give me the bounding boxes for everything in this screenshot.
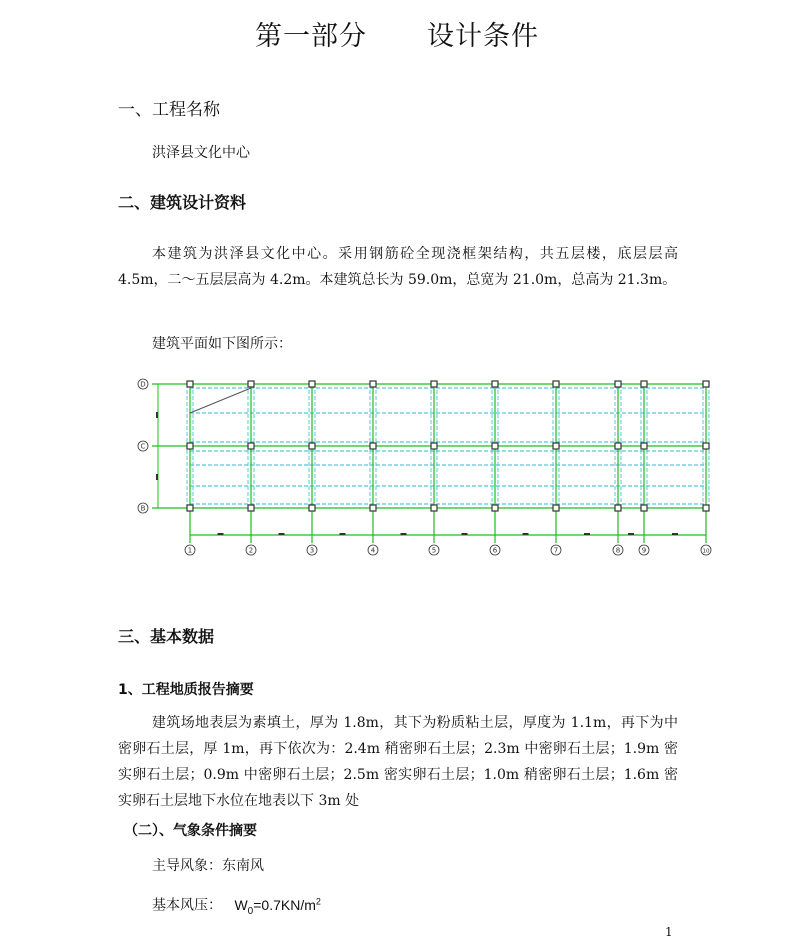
plan-dimension-tick — [628, 533, 634, 535]
plan-column — [703, 381, 709, 387]
geology-paragraph: 建筑场地表层为素填土，厚为 1.8m，其下为粉质粘土层，厚度为 1.1m，再下为中密卵石土层，厚 1m，再下依次为：2.4m 稍密卵石土层；2.3m 中密卵石土层；1.9m 密实卵石土层；0.9m 中密卵石土层；2.5m 密实卵石土层；1.0m 稍密卵石土层；1.6m 密实卵石土层地下水位在地表以下 3m 处 — [118, 715, 678, 809]
title-part2: 设计条件 — [427, 21, 539, 52]
plan-stair-mark — [190, 388, 251, 413]
plan-column — [370, 443, 376, 449]
page-number: 1 — [665, 925, 673, 939]
wind-symbol: W — [234, 896, 248, 913]
plan-column — [370, 505, 376, 511]
plan-column — [492, 505, 498, 511]
plan-column — [553, 443, 559, 449]
plan-column — [187, 443, 193, 449]
climate-heading: （二）、气象条件摘要 — [124, 823, 257, 839]
plan-row-label: D — [140, 380, 146, 389]
plan-column — [492, 443, 498, 449]
wind-direction-value: 东南风 — [222, 858, 264, 874]
plan-col-label: 10 — [702, 548, 710, 555]
plan-row-label: B — [140, 504, 146, 513]
wind-direction-line — [152, 853, 264, 879]
plan-col-label: 9 — [641, 546, 647, 555]
plan-col-label: 1 — [187, 546, 193, 555]
plan-col-label: 3 — [309, 546, 315, 555]
plan-column — [248, 381, 254, 387]
plan-dimension-tick — [672, 533, 678, 535]
plan-column — [641, 505, 647, 511]
plan-caption: 建筑平面如下图所示： — [152, 336, 292, 352]
plan-col-label: 4 — [370, 546, 376, 555]
plan-dimension-tick — [340, 533, 346, 535]
plan-col-label: 7 — [553, 546, 559, 555]
wind-superscript: 2 — [315, 896, 321, 906]
section1-heading: 一、工程名称 — [118, 100, 220, 120]
plan-column — [309, 381, 315, 387]
plan-column — [553, 381, 559, 387]
title-part1: 第一部分 — [255, 21, 367, 52]
plan-grid — [152, 384, 706, 543]
wind-pressure-label: 基本风压： — [152, 897, 222, 914]
wind-subscript: 0 — [247, 905, 254, 917]
floor-plan-drawing — [134, 373, 714, 563]
page-title — [0, 14, 794, 53]
plan-column — [187, 505, 193, 511]
plan-column — [641, 381, 647, 387]
wind-direction-label: 主导风象： — [152, 858, 222, 874]
plan-column — [187, 381, 193, 387]
wind-pressure-line — [152, 888, 321, 924]
plan-dimension-tick — [218, 533, 224, 535]
plan-column — [248, 443, 254, 449]
plan-axis-bubbles — [138, 379, 711, 555]
plan-column — [703, 505, 709, 511]
plan-column — [615, 381, 621, 387]
plan-col-label: 8 — [615, 546, 621, 555]
plan-col-label: 5 — [431, 546, 437, 555]
plan-dimension-tick — [523, 533, 529, 535]
plan-column — [309, 505, 315, 511]
plan-col-label: 2 — [248, 546, 254, 555]
section3-heading: 三、基本数据 — [118, 627, 215, 646]
plan-column — [431, 443, 437, 449]
plan-column — [248, 505, 254, 511]
project-name: 洪泽县文化中心 — [152, 145, 250, 161]
wind-pressure-value — [234, 896, 321, 917]
plan-dimension-tick — [584, 533, 590, 535]
plan-row-label: C — [140, 442, 146, 451]
plan-column — [703, 443, 709, 449]
plan-dimension-tick — [156, 474, 158, 480]
plan-column — [641, 443, 647, 449]
wind-value: =0.7KN/m — [253, 896, 316, 913]
plan-column — [370, 381, 376, 387]
geology-heading: 1、工程地质报告摘要 — [118, 682, 254, 698]
plan-column — [492, 381, 498, 387]
plan-col-label: 6 — [492, 546, 498, 555]
plan-column — [615, 505, 621, 511]
plan-column — [553, 505, 559, 511]
section2-paragraph: 本建筑为洪泽县文化中心。采用钢筋砼全现浇框架结构，共五层楼，底层层高 4.5m，二～五层层高为 4.2m。本建筑总长为 59.0m，总宽为 21.0m，总高为 21.3m。 — [118, 246, 678, 288]
plan-dimension-tick — [401, 533, 407, 535]
section2-heading: 二、建筑设计资料 — [118, 193, 247, 212]
plan-dimension-tick — [279, 533, 285, 535]
plan-column — [431, 505, 437, 511]
plan-column — [309, 443, 315, 449]
plan-dimension-tick — [156, 412, 158, 418]
plan-dimension-tick — [462, 533, 468, 535]
plan-column — [615, 443, 621, 449]
plan-column — [431, 381, 437, 387]
